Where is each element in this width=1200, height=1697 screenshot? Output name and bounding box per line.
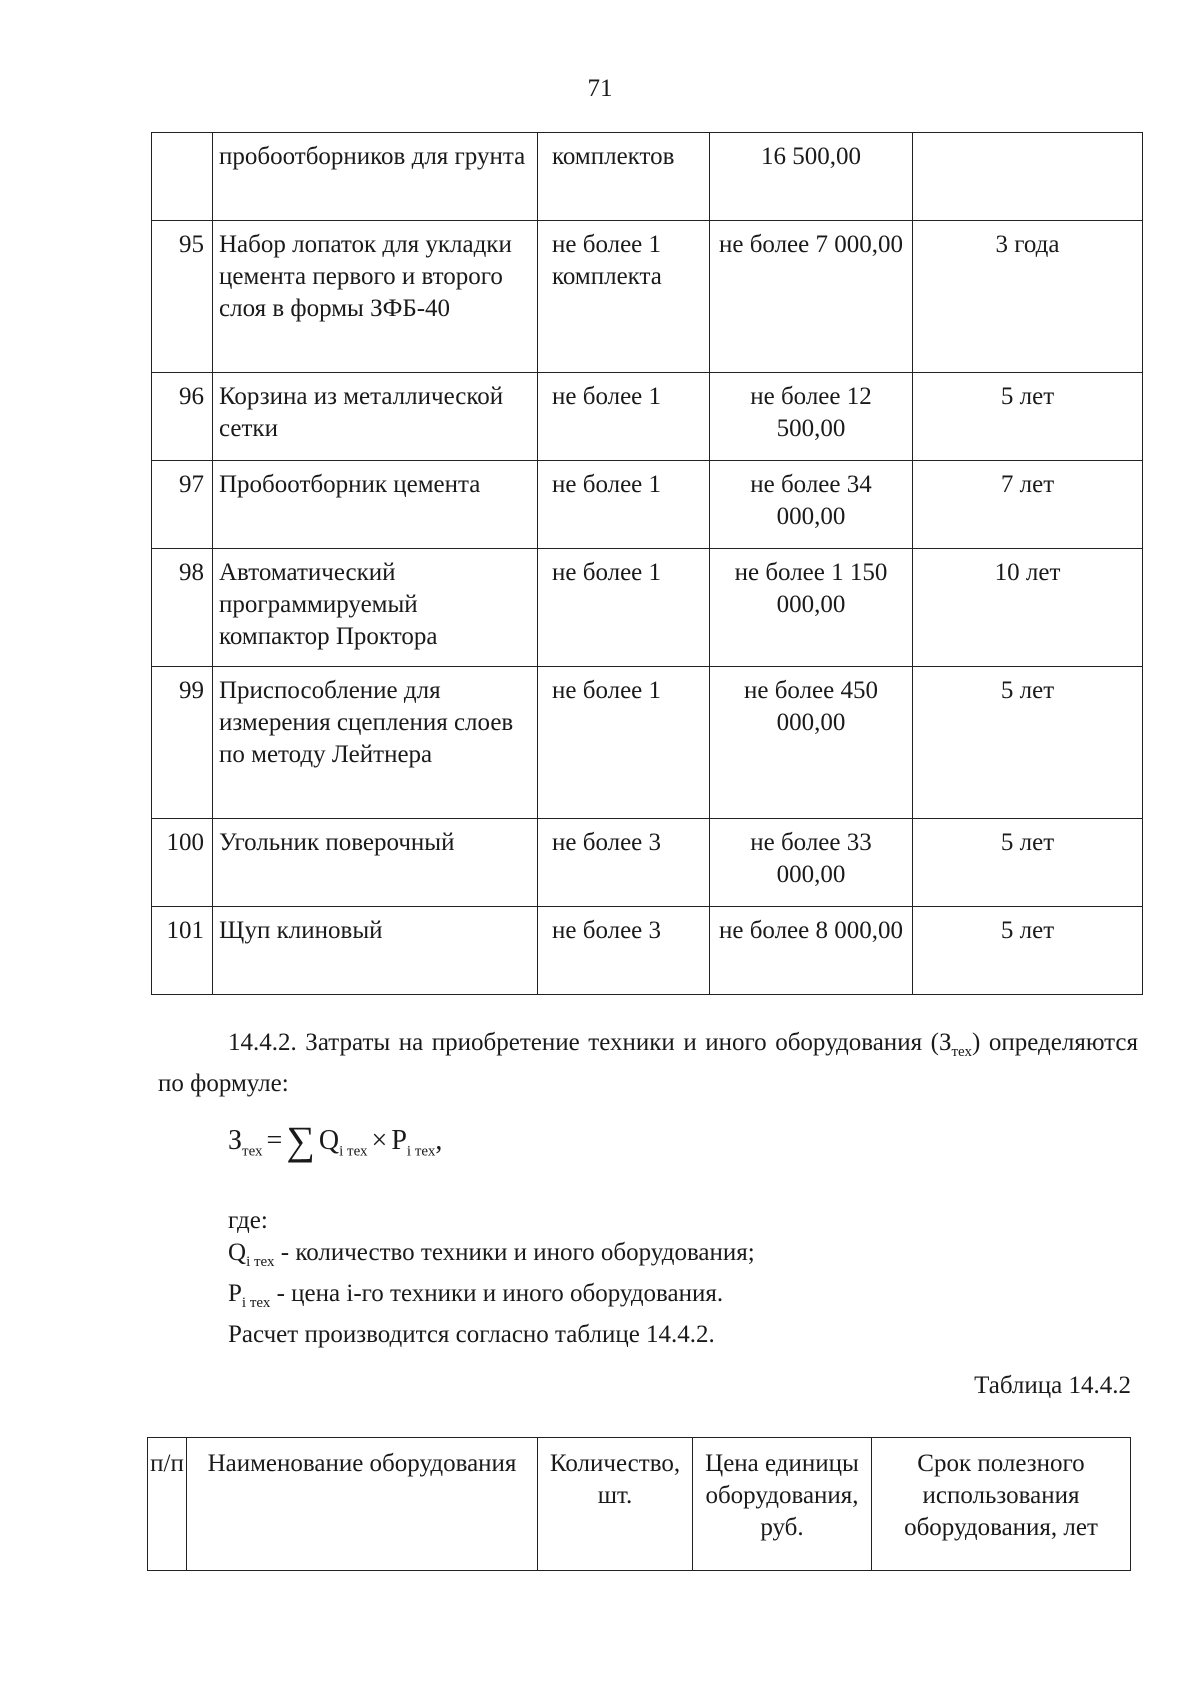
table-header-row — [148, 1438, 1131, 1571]
row-name: Приспособление для измерения сцепления слоев по методу Лейтнера — [213, 667, 538, 819]
row-number: 98 — [152, 549, 213, 667]
table-row — [152, 907, 1143, 995]
formula-lhs: $З_{тех}$ — [228, 1125, 263, 1160]
row-price: не более 33 000,00 — [710, 819, 913, 907]
table-caption: Таблица 14.4.2 — [974, 1372, 1131, 1399]
row-term — [913, 133, 1143, 221]
where-label: где: — [228, 1207, 268, 1234]
equipment-table — [151, 132, 1143, 995]
table-row — [152, 819, 1143, 907]
row-number: 96 — [152, 373, 213, 461]
row-price: не более 1 150 000,00 — [710, 549, 913, 667]
row-name: Угольник поверочный — [213, 819, 538, 907]
row-number — [152, 133, 213, 221]
page-number: 71 — [587, 75, 613, 102]
row-quantity: не более 1 — [538, 373, 710, 461]
table-row — [152, 461, 1143, 549]
paragraph-text-after: ) определяются по формуле: — [158, 1029, 1138, 1097]
calc-note: Расчет производится согласно таблице 14.4.2. — [228, 1321, 715, 1348]
row-price: не более 8 000,00 — [710, 907, 913, 995]
row-quantity: не более 1 комплекта — [538, 221, 710, 373]
row-price: не более 450 000,00 — [710, 667, 913, 819]
row-term: 5 лет — [913, 667, 1143, 819]
paragraph-text-before: 14.4.2. Затраты на приобретение техники и иного оборудования (З — [228, 1029, 952, 1056]
formula-times: × — [371, 1125, 388, 1156]
row-number: 99 — [152, 667, 213, 819]
row-term: 7 лет — [913, 461, 1143, 549]
row-quantity: не более 1 — [538, 667, 710, 819]
row-term: 3 года — [913, 221, 1143, 373]
equipment-table-body — [152, 133, 1143, 995]
header-name: Наименование оборудования — [187, 1438, 538, 1571]
row-price: не более 34 000,00 — [710, 461, 913, 549]
table-row — [152, 221, 1143, 373]
sum-sign: ∑ — [286, 1118, 315, 1163]
q-definition: $Q_{i тех}$ - количество техники и иного оборудования; — [228, 1239, 755, 1270]
row-quantity: не более 1 — [538, 461, 710, 549]
header-term: Срок полезного использования оборудования, лет — [872, 1438, 1131, 1571]
cost-paragraph — [158, 1027, 1138, 1100]
header-num: п/п — [148, 1438, 187, 1571]
table-row — [152, 549, 1143, 667]
row-number: 97 — [152, 461, 213, 549]
row-term: 5 лет — [913, 373, 1143, 461]
row-quantity: не более 3 — [538, 819, 710, 907]
row-price: не более 12 500,00 — [710, 373, 913, 461]
row-quantity: не более 1 — [538, 549, 710, 667]
row-quantity: не более 3 — [538, 907, 710, 995]
row-name: пробоотборников для грунта — [213, 133, 538, 221]
formula-equals: = — [266, 1125, 283, 1156]
row-term: 5 лет — [913, 907, 1143, 995]
row-term: 5 лет — [913, 819, 1143, 907]
row-term: 10 лет — [913, 549, 1143, 667]
row-number: 101 — [152, 907, 213, 995]
header-qty: Количество, шт. — [538, 1438, 693, 1571]
row-name: Набор лопаток для укладки цемента первого и второго слоя в формы ЗФБ-40 — [213, 221, 538, 373]
table-row — [152, 373, 1143, 461]
formula-legend — [228, 1205, 1128, 1351]
table-row — [152, 133, 1143, 221]
formula-q: $Q_{i тех}$ — [318, 1125, 368, 1160]
row-name: Корзина из металлической сетки — [213, 373, 538, 461]
table-row — [152, 667, 1143, 819]
row-quantity: комплектов — [538, 133, 710, 221]
formula-p: $P_{i тех}$, — [391, 1125, 443, 1160]
row-number: 95 — [152, 221, 213, 373]
row-name: Автоматический программируемый компактор Проктора — [213, 549, 538, 667]
row-price: 16 500,00 — [710, 133, 913, 221]
p-definition: $P_{i тех}$ - цена i-го техники и иного оборудования. — [228, 1280, 724, 1311]
row-price: не более 7 000,00 — [710, 221, 913, 373]
header-price: Цена единицы оборудования, руб. — [693, 1438, 872, 1571]
equipment-header-table — [147, 1437, 1131, 1571]
row-number: 100 — [152, 819, 213, 907]
row-name: Пробоотборник цемента — [213, 461, 538, 549]
paragraph-subscript: тех — [951, 1044, 972, 1060]
row-name: Щуп клиновый — [213, 907, 538, 995]
cost-formula — [228, 1118, 443, 1168]
